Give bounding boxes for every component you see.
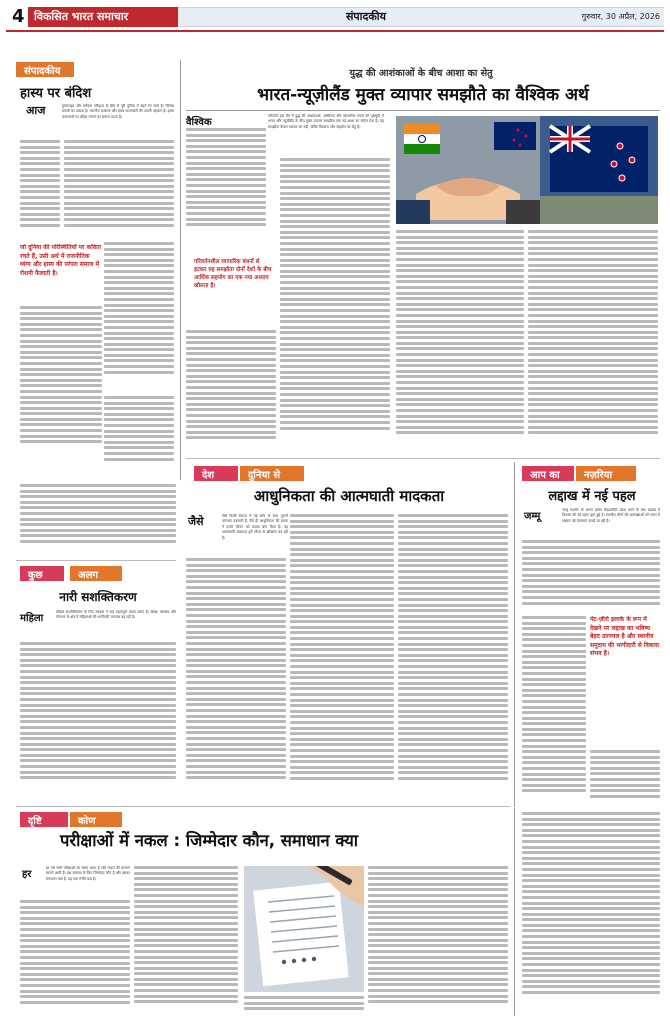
body-lines — [20, 140, 60, 240]
section-rule — [16, 806, 510, 807]
article-title: आधुनिकता की आत्मघाती मादकता — [253, 487, 445, 505]
title-rule — [186, 110, 660, 111]
article-title: भारत-न्यूज़ीलैंड मुक्त व्यापार समझौते का वैश्विक अर्थ — [257, 85, 589, 105]
section-tag-left: कुछ — [20, 566, 64, 581]
dropcap: जैसे — [188, 515, 204, 528]
article-body: परिवर्तन इस दौर में युद्ध की आशंकाओं, अस्थिरता और व्यापारिक तनाव की पृष्ठभूमि में भारत और न्यूज़ीलैंड के बीच मुक्त व्यापार समझौता एक नई आशा का संकेत देता है। यह समझौता केवल व्यापार का नहीं, बल्कि विश्वास और सहयोग का सेतु है। — [268, 114, 384, 129]
dropcap: महिला — [20, 613, 44, 624]
body-lines — [590, 750, 660, 806]
article-body: जम्मू कश्मीर के अलग होकर केंद्रशासित प्रदेश बनने के बाद लद्दाख में विकास की नई पहल शुरू हुई है। स्थानीय लोगों की आकांक्षाओं को ध्यान में रखकर नई योजनाएं बनाई जा रही हैं। — [562, 508, 660, 523]
column-divider — [180, 60, 181, 480]
article-title: नारी सशक्तिकरण — [59, 590, 137, 604]
pull-quote: जो दुनिया की परिस्थितियों पर कविता रचते हैं, उसी अर्थ में राजनीतिक व्यंग्य और हास्य की परंपरा समाज में रोशनी फैलाती है। — [20, 244, 102, 277]
body-lines — [20, 642, 176, 788]
article-body: हर वर्ष सभी परीक्षाओं का समय आता है और नकल की घटनाएं सामने आती हैं। इस समस्या के लिए जिम्मेदार कौन है और इसका समाधान क्या है, यह एक गंभीर प्रश्न है। — [46, 866, 130, 881]
section-tag-left: आप का — [522, 466, 574, 481]
body-lines — [290, 514, 394, 798]
pull-quote: नेट-ज़ीरो इलाके के रूप में देखने पर लद्दाख का भविष्य बेहद उज्ज्वल है और स्थानीय समुदाय की भागीदारी से विकास संभव है। — [590, 616, 659, 658]
body-lines — [104, 396, 174, 476]
dropcap: आज — [26, 104, 46, 117]
body-lines — [20, 900, 130, 1012]
body-lines — [280, 158, 390, 448]
trade-photo — [396, 116, 540, 224]
nz-flag-illustration — [540, 116, 658, 224]
pull-quote: परिवर्तनशील व्यापारिक बंधनों से हटकर यह समझौता दोनों देशों के बीच आर्थिक सहयोग का एक नया अध्याय खोलता है। — [194, 259, 272, 289]
body-lines — [186, 128, 266, 238]
section-tag-left: दृष्टि — [20, 812, 68, 827]
body-lines — [186, 330, 276, 450]
article-title: परीक्षाओं में नकल : जिम्मेदार कौन, समाधान क्या — [60, 831, 359, 850]
section-tag-right: दुनिया से — [240, 466, 304, 481]
body-lines — [64, 140, 174, 240]
section-tag: संपादकीय — [16, 62, 74, 77]
article-kicker: युद्ध की आशंकाओं के बीच आशा का सेतु — [349, 68, 493, 79]
byline-label: वैश्विक — [186, 117, 212, 128]
body-lines — [134, 866, 238, 1012]
body-lines — [20, 306, 102, 466]
body-lines — [522, 812, 660, 1012]
body-lines — [522, 540, 660, 612]
masthead-rule — [6, 30, 664, 32]
body-lines — [244, 996, 364, 1014]
article-title: हास्य पर बंदिश — [20, 86, 92, 101]
section-tag-left: देश — [194, 466, 238, 481]
body-lines — [398, 514, 508, 798]
section-rule — [186, 458, 660, 459]
section-rule — [16, 560, 176, 561]
article-title: लद्दाख में नई पहल — [548, 489, 636, 504]
issue-date: गुरुवार, 30 अप्रैल, 2026 — [581, 12, 660, 21]
handshake-flags-illustration — [396, 116, 540, 224]
body-lines — [522, 616, 586, 806]
section-name: संपादकीय — [345, 10, 387, 23]
exam-photo — [244, 866, 364, 992]
paper-name: विकसित भारत समाचार — [28, 7, 178, 27]
dropcap: हर — [22, 869, 32, 880]
section-tag-right: अलग — [70, 566, 122, 581]
body-lines — [528, 230, 658, 450]
body-lines — [20, 484, 176, 554]
column-divider — [514, 808, 515, 1016]
exam-paper-illustration — [244, 866, 364, 992]
column-divider — [514, 462, 515, 807]
dropcap: जम्मू — [524, 511, 541, 522]
body-lines — [396, 230, 524, 450]
article-body: महिला सशक्तिकरण के लिए सरकार ने कई महत्वपूर्ण कदम उठाए हैं। शिक्षा, स्वास्थ्य और रोजगार के क्षेत्र में महिलाओं की भागीदारी लगातार बढ़ रही है। — [56, 610, 176, 620]
body-lines — [186, 558, 286, 798]
section-tag-right: कोण — [70, 812, 122, 827]
page-number: 4 — [12, 6, 25, 27]
body-lines — [104, 242, 174, 392]
masthead — [6, 6, 664, 28]
article-body: मुस्कराहट और संवेदना परिदृश्य के बीच में पूरी दुनिया में बहते रंग जाते हैं। विभिन्न समयों का प्रकाश है। भारतीय प्रजातंत्र और हास्य कलाकारों की अपनी पहचान है। हास्य कलाकारों पर बंदिश लगाने का सवाल उठता है। — [62, 104, 174, 119]
body-lines — [368, 866, 508, 1012]
article-body: जैसे किसी समाज में नई सोच के साथ पुरानी परंपराएं टकराती हैं, वैसे ही आधुनिकता की चमक ने हमारे जीवन को मादक बना दिया है। यह आत्मघाती मादकता हमें भीतर से खोखला कर रही है। — [222, 514, 288, 540]
section-tag-right: नज़रिया — [576, 466, 636, 481]
nz-flag-photo — [540, 116, 658, 224]
